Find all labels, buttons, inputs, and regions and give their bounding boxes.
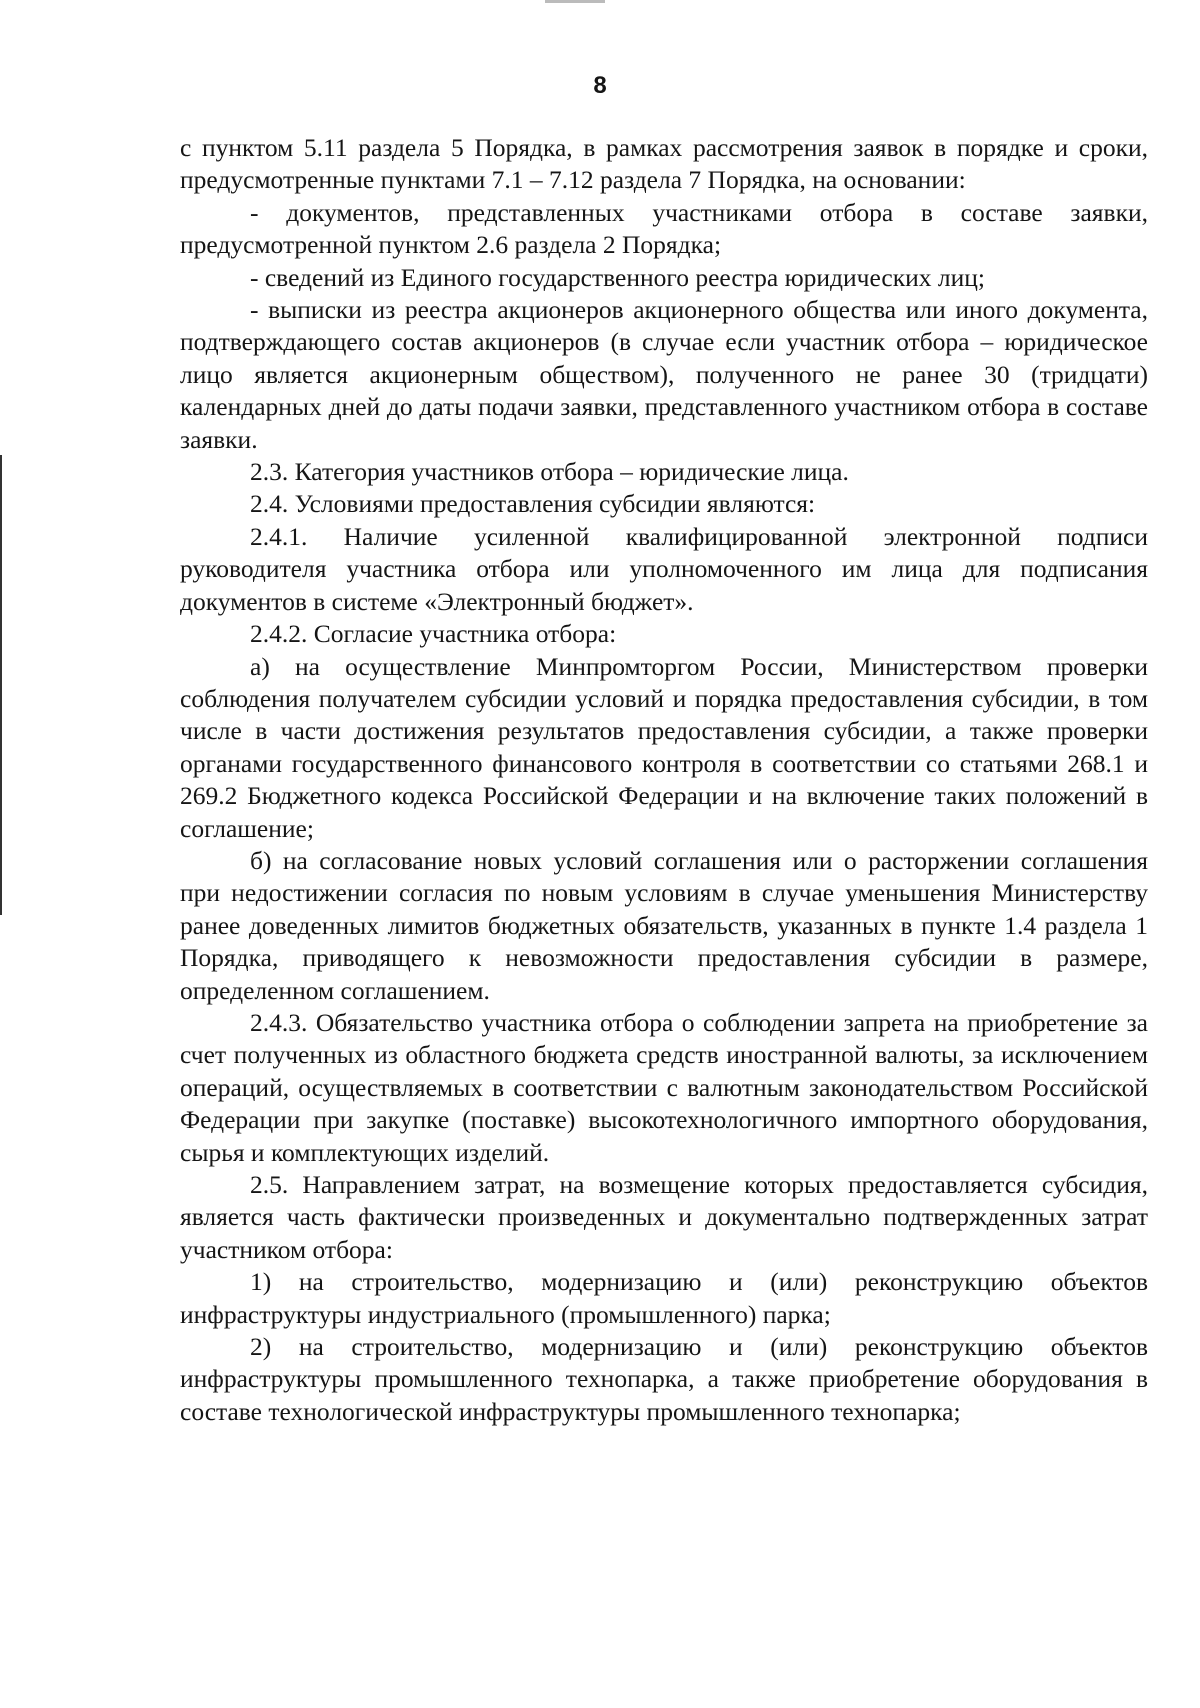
paragraph: 2.4.3. Обязательство участника отбора о соблюдении запрета на приобретение за счет полученных из областного бюджета средств иностранной валюты, за исключением операций, осуществляемых в соответствии с валютным законодательством Российской Федерации при закупке (поставке) высокотехнологичного импортного оборудования, сырья и комплектующих изделий. xyxy=(180,1007,1148,1167)
paragraph: с пунктом 5.11 раздела 5 Порядка, в рамках рассмотрения заявок в порядке и сроки, предусмотренные пунктами 7.1 – 7.12 раздела 7 Порядка, на основании: xyxy=(180,133,1148,195)
paragraph: - документов, представленных участниками отбора в составе заявки, предусмотренной пунктом 2.6 раздела 2 Порядка; xyxy=(180,197,1148,260)
paragraph: 2.3. Категория участников отбора – юридические лица. xyxy=(250,457,849,487)
paragraph: - сведений из Единого государственного реестра юридических лиц; xyxy=(250,262,986,292)
scan-artifact-left-edge xyxy=(0,455,2,915)
paragraph: 2.4.1. Наличие усиленной квалифицированной электронной подписи руководителя участника отбора или уполномоченного им лица для подписания документов в системе «Электронный бюджет». xyxy=(180,521,1148,616)
paragraph: 1) на строительство, модернизацию и (или) реконструкцию объектов инфраструктуры индустриального (промышленного) парка; xyxy=(180,1267,1148,1329)
paragraph: б) на согласование новых условий соглашения или о расторжении соглашения при недостижении согласия по новым условиям в случае уменьшения Министерству ранее доведенных лимитов бюджетных обязательств, указанных в пункте 1.4 раздела 1 Порядка, приводящего к невозможности предоставления субсидии в размере, определенном соглашением. xyxy=(180,845,1148,1005)
document-body xyxy=(180,132,1148,1428)
paragraph: 2.4. Условиями предоставления субсидии являются: xyxy=(250,489,816,519)
page-number: 8 xyxy=(593,72,607,99)
paragraph: 2.4.2. Согласие участника отбора: xyxy=(250,619,617,649)
paragraph: - выписки из реестра акционеров акционерного общества или иного документа, подтверждающего состав акционеров (в случае если участник отбора – юридическое лицо является акционерным обществом), полученного не ранее 30 (тридцати) календарных дней до даты подачи заявки, представленного участником отбора в составе заявки. xyxy=(180,295,1148,454)
scan-artifact-top xyxy=(545,0,605,3)
paragraph: 2) на строительство, модернизацию и (или) реконструкцию объектов инфраструктуры промышленного технопарка, а также приобретение оборудования в составе технологической инфраструктуры промышленного технопарка; xyxy=(180,1332,1148,1426)
paragraph: а) на осуществление Минпромторгом России, Министерством проверки соблюдения получателем субсидии условий и порядка предоставления субсидии, в том числе в части достижения результатов предоставления субсидии, а также проверки органами государственного финансового контроля в соответствии со статьями 268.1 и 269.2 Бюджетного кодекса Российской Федерации и на включение таких положений в соглашение; xyxy=(180,651,1148,843)
paragraph: 2.5. Направлением затрат, на возмещение которых предоставляется субсидия, является часть фактически произведенных и документально подтвержденных затрат участником отбора: xyxy=(180,1170,1148,1264)
